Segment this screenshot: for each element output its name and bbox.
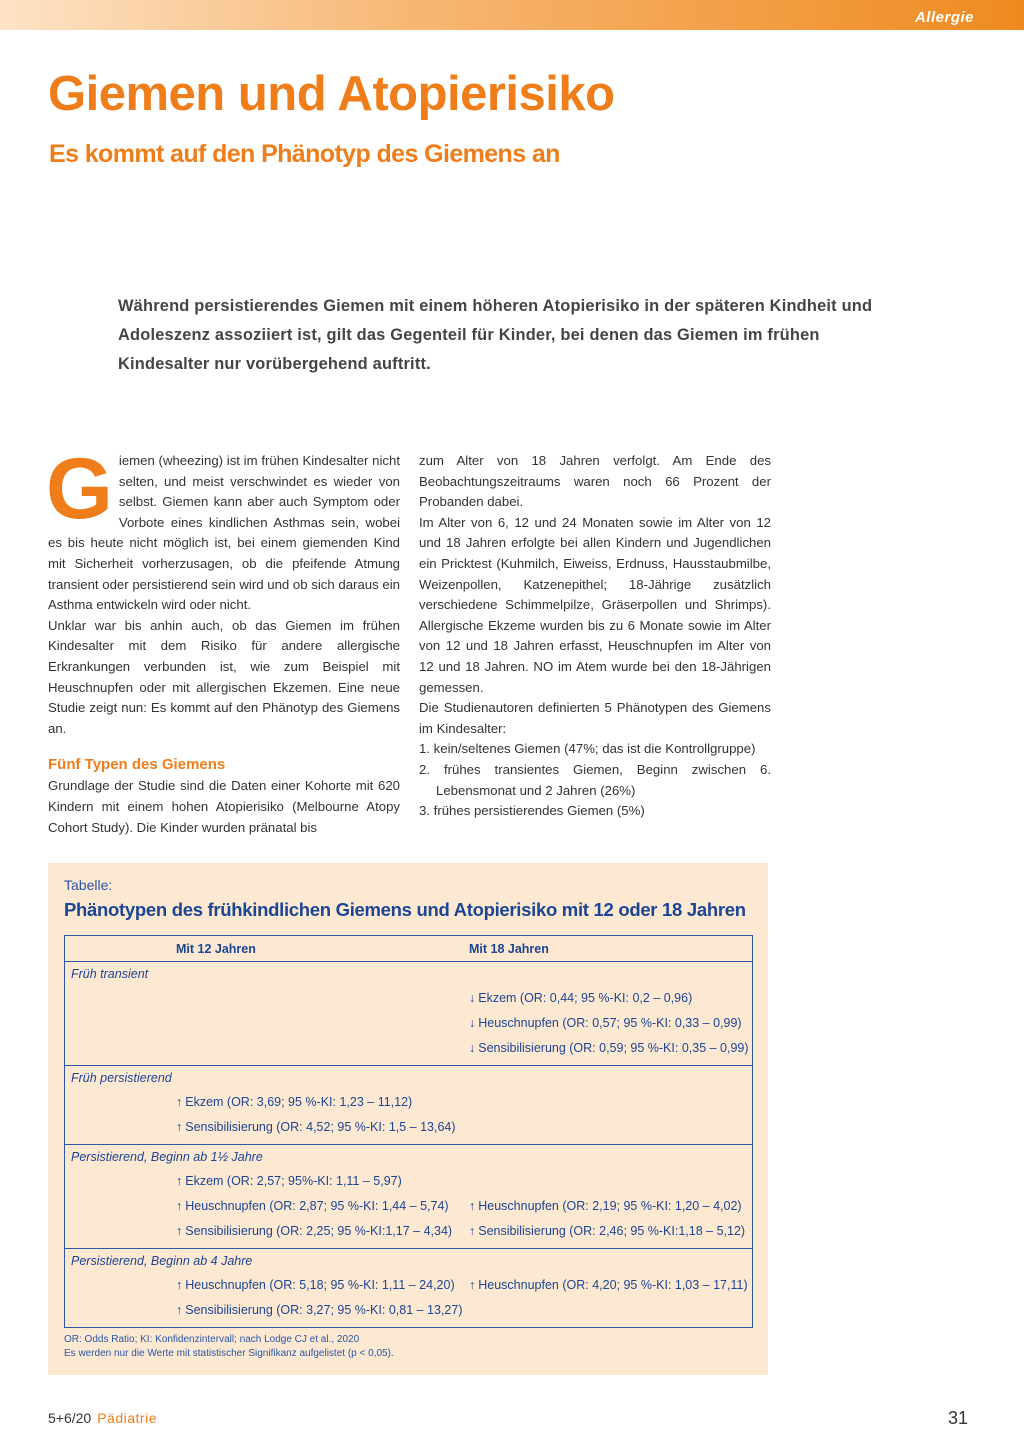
cell-12 [176, 1095, 412, 1109]
arrow-up-icon: ↑ [176, 1174, 183, 1188]
table-group [65, 1249, 752, 1327]
arrow-up-icon: ↑ [469, 1278, 476, 1292]
paragraph: Unklar war bis anhin auch, ob das Giemen im frühen Kindesalter mit dem Risiko für andere allergische Erkrankungen verbunden ist, wie zum Beispiel mit Heuschnupfen oder mit allergischen Ekzemen. Eine neue Studie zeigt nun: Es kommt auf den Phänotyp des Giemens an. [48, 617, 400, 736]
list-item: 2. frühes transientes Giemen, Beginn zwischen 6. Lebensmonat und 2 Jahren (26%) [419, 761, 771, 798]
issue-number: 5+6/20 [48, 1410, 92, 1426]
group-name: Früh persistierend [71, 1071, 172, 1085]
list-item: 3. frühes persistierendes Giemen (5%) [419, 803, 645, 819]
section-heading: Fünf Typen des Giemens [48, 756, 226, 774]
cell-text: Sensibilisierung (OR: 4,52; 95 %-KI: 1,5 – 13,64) [185, 1120, 456, 1134]
cell-18 [469, 1041, 749, 1055]
cell-text: Ekzem (OR: 3,69; 95 %-KI: 1,23 – 11,12) [185, 1095, 413, 1109]
table-row [65, 1116, 752, 1141]
cell-18 [469, 1278, 748, 1292]
cell-18 [469, 1016, 742, 1030]
table-label: Tabelle: [64, 877, 113, 893]
article-title: Giemen und Atopierisiko [48, 67, 615, 121]
cell-text: Heuschnupfen (OR: 2,19; 95 %-KI: 1,20 – 4,02) [478, 1199, 742, 1213]
table-header-row [65, 936, 752, 962]
table-row [65, 1037, 752, 1062]
table-group [65, 1145, 752, 1249]
paragraph [46, 441, 400, 616]
arrow-up-icon: ↑ [469, 1224, 476, 1238]
text-column-right [419, 451, 771, 822]
column-header-18: Mit 18 Jahren [469, 942, 549, 956]
list-item: 1. kein/seltenes Giemen (47%; das ist die Kontrollgruppe) [419, 741, 756, 757]
arrow-down-icon: ↓ [469, 991, 476, 1005]
table-row [65, 987, 752, 1012]
arrow-up-icon: ↑ [176, 1303, 183, 1317]
arrow-up-icon: ↑ [176, 1095, 183, 1109]
table-group [65, 962, 752, 1066]
publication-name: Pädiatrie [97, 1410, 157, 1426]
page-number: 31 [948, 1408, 969, 1428]
group-name: Persistierend, Beginn ab 1½ Jahre [71, 1150, 263, 1164]
arrow-down-icon: ↓ [469, 1016, 476, 1030]
group-name: Persistierend, Beginn ab 4 Jahre [71, 1254, 253, 1268]
text-column-left [46, 441, 400, 838]
cell-12 [176, 1303, 462, 1317]
footnote: OR: Odds Ratio; KI: Konfidenzintervall; nach Lodge CJ et al., 2020 [64, 1334, 360, 1345]
phenotype-table [64, 935, 753, 1328]
paragraph-text: iemen (wheezing) ist im frühen Kindesalter nicht selten, und meist verschwindet es wieder von selbst. Giemen kann aber auch Symptom oder Vorbote eines kindlichen Asthmas sein, wobei es bis heute nicht möglich ist, bei einem giemenden Kind mit Sicherheit vorherzusagen, ob die pfeifende Atmung transient oder persistierend sein wird und ob sich daraus ein Asthma entwickeln wird oder nicht. [48, 453, 400, 613]
section-header-bar [0, 0, 1024, 30]
cell-text: Heuschnupfen (OR: 4,20; 95 %-KI: 1,03 – 17,11) [478, 1278, 748, 1292]
cell-text: Heuschnupfen (OR: 2,87; 95 %-KI: 1,44 – 5,74) [185, 1199, 449, 1213]
cell-12 [176, 1278, 455, 1292]
table-row [65, 1299, 752, 1324]
arrow-up-icon: ↑ [176, 1120, 183, 1134]
table-group [65, 1066, 752, 1145]
section-label: Allergie [914, 9, 974, 26]
table-title: Phänotypen des frühkindlichen Giemens und Atopierisiko mit 12 oder 18 Jahren [64, 899, 746, 920]
arrow-up-icon: ↑ [176, 1278, 183, 1292]
paragraph: Die Studienautoren definierten 5 Phänotypen des Giemens im Kindesalter: [419, 700, 771, 736]
footnote: Es werden nur die Werte mit statistischer Signifikanz aufgelistet (p < 0,05). [64, 1348, 394, 1359]
cell-12 [176, 1224, 452, 1238]
table-row [65, 1195, 752, 1220]
arrow-up-icon: ↑ [176, 1199, 183, 1213]
cell-text: Ekzem (OR: 0,44; 95 %-KI: 0,2 – 0,96) [478, 991, 693, 1005]
table-footnotes [64, 1333, 394, 1361]
cell-12 [176, 1174, 402, 1188]
cell-12 [176, 1199, 449, 1213]
cell-text: Ekzem (OR: 2,57; 95%-KI: 1,11 – 5,97) [185, 1174, 402, 1188]
table-box [48, 863, 768, 1375]
cell-12 [176, 1120, 456, 1134]
cell-18 [469, 1199, 742, 1213]
cell-text: Heuschnupfen (OR: 5,18; 95 %-KI: 1,11 – 24,20) [185, 1278, 455, 1292]
column-header-12: Mit 12 Jahren [176, 942, 256, 956]
cell-18 [469, 991, 692, 1005]
page-footer [48, 1410, 157, 1426]
table-row [65, 1170, 752, 1195]
table-row [65, 1091, 752, 1116]
arrow-up-icon: ↑ [469, 1199, 476, 1213]
paragraph: zum Alter von 18 Jahren verfolgt. Am Ende des Beobachtungszeitraums waren noch 66 Prozent der Probanden dabei. [419, 453, 771, 510]
table-row [65, 1012, 752, 1037]
dropcap: G [46, 441, 113, 537]
phenotype-list [419, 739, 771, 821]
article-subtitle: Es kommt auf den Phänotyp des Giemens an [49, 140, 560, 168]
cell-18 [469, 1224, 745, 1238]
cell-text: Sensibilisierung (OR: 2,25; 95 %-KI:1,17 – 4,34) [185, 1224, 453, 1238]
cell-text: Heuschnupfen (OR: 0,57; 95 %-KI: 0,33 – 0,99) [478, 1016, 742, 1030]
arrow-up-icon: ↑ [176, 1224, 183, 1238]
table-row [65, 1274, 752, 1299]
paragraph: Grundlage der Studie sind die Daten einer Kohorte mit 620 Kindern mit einem hohen Atopierisiko (Melbourne Atopy Cohort Study). Die Kinder wurden pränatal bis [48, 778, 400, 835]
arrow-down-icon: ↓ [469, 1041, 476, 1055]
article-lead: Während persistierendes Giemen mit einem höheren Atopierisiko in der späteren Kindheit und Adoleszenz assoziiert ist, gilt das Gegenteil für Kinder, bei denen das Giemen im frühen Kindesalter nur vorübergehend auftritt. [118, 297, 873, 373]
cell-text: Sensibilisierung (OR: 2,46; 95 %-KI:1,18 – 5,12) [478, 1224, 746, 1238]
cell-text: Sensibilisierung (OR: 3,27; 95 %-KI: 0,81 – 13,27) [185, 1303, 463, 1317]
table-row [65, 1220, 752, 1245]
paragraph: Im Alter von 6, 12 und 24 Monaten sowie im Alter von 12 und 18 Jahren erfolgte bei allen Kindern und Jugendlichen ein Pricktest (Kuhmilch, Eiweiss, Erdnuss, Hausstaubmilbe, Weizenpollen, Katzenepithel; 18-Jährige zusätzlich verschiedene Schimmelpilze, Gräserpollen und Shrimps). Allergische Ekzeme wurden bis zu 6 Monate sowie im Alter von 12 und 18 Jahren erfasst, Heuschnupfen im Alter von 12 und 18 Jahren. NO im Atem wurde bei den 18-Jährigen gemessen. [419, 514, 771, 695]
cell-text: Sensibilisierung (OR: 0,59; 95 %-KI: 0,35 – 0,99) [478, 1041, 749, 1055]
group-name: Früh transient [71, 967, 149, 981]
